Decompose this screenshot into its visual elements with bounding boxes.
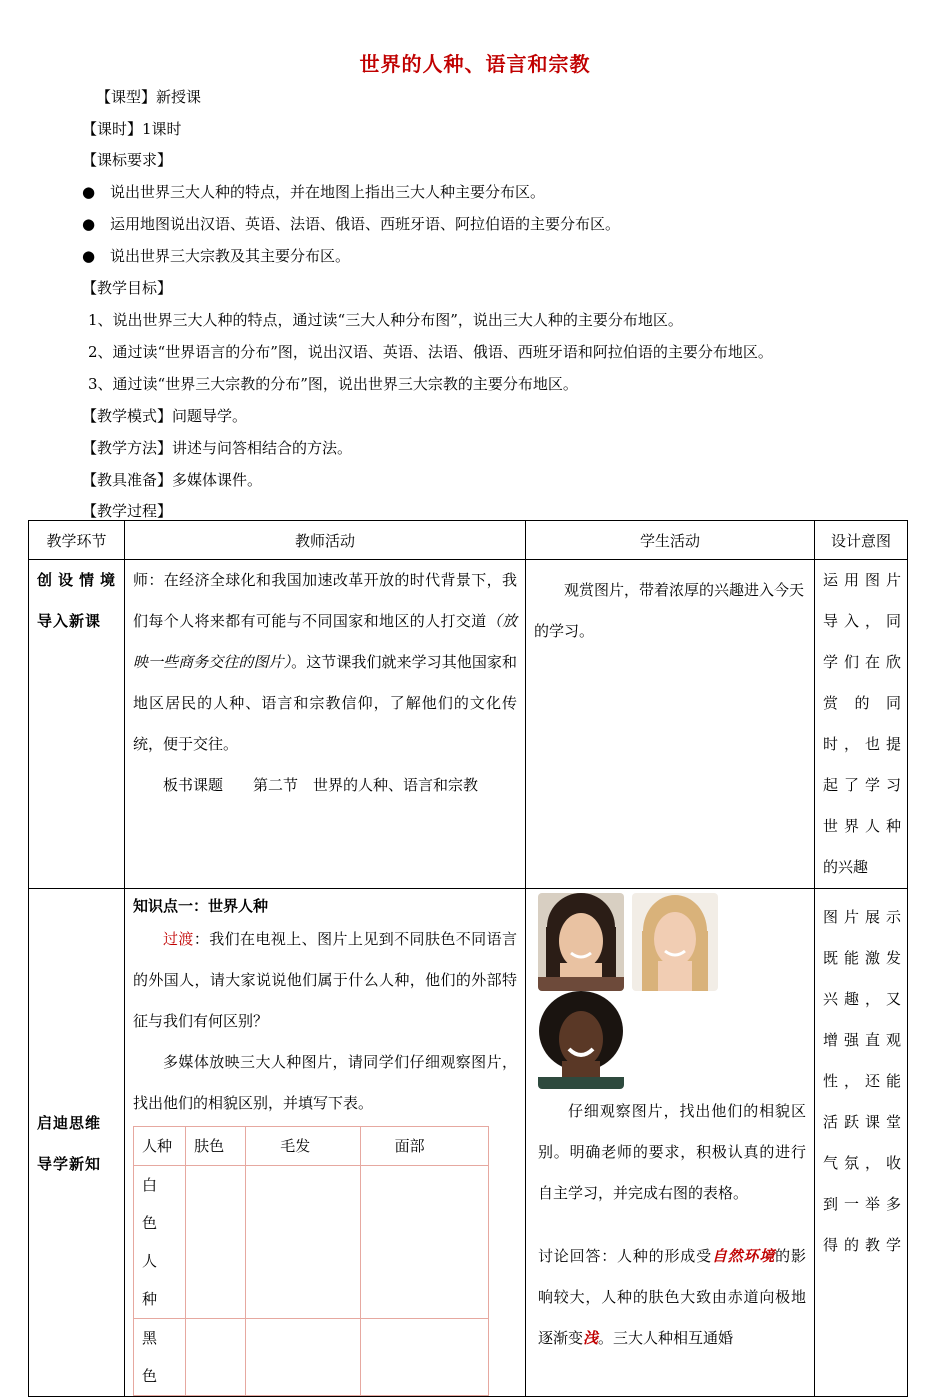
teacher-text: 师：在经济全球化和我国加速改革开放的时代背景下，我们每个人将来都有可能与不同国家和地区的人打交道 xyxy=(133,571,517,630)
race-cell[interactable] xyxy=(360,1166,488,1319)
teacher-text: 。这节课我们就来学习其他国家和地区居民的人种、语言和宗教信仰，了解他们的文化传统，便于交往。 xyxy=(133,653,517,753)
goal-item: 2、通过读“世界语言的分布”图，说出汉语、英语、法语、俄语、西班牙语和阿拉伯语的主要分布地区。 xyxy=(88,343,773,361)
intent-line: 学们在欣 xyxy=(823,653,901,671)
multimedia-text: 多媒体放映三大人种图片，请同学们仔细观察图片，找出他们的相貌区别，并填写下表。 xyxy=(133,1053,517,1112)
intent-line: 图片展示 xyxy=(823,908,901,926)
race-cell[interactable] xyxy=(360,1319,488,1396)
board-title: 板书课题 第二节 世界的人种、语言和宗教 xyxy=(163,776,479,794)
intent-line: 性，还能 xyxy=(823,1072,901,1090)
discuss-text: 讨论回答：人种的形成受 xyxy=(538,1247,712,1265)
standards-heading: 【课标要求】 xyxy=(82,151,173,169)
discuss-emphasis: 自然环境 xyxy=(711,1247,776,1265)
discuss-text: 。三大人种相互通婚 xyxy=(598,1329,734,1347)
intent-line: 运用图片 xyxy=(823,571,901,589)
row2-student xyxy=(526,889,815,1397)
intent-line: 导入，同 xyxy=(823,612,901,630)
row1-student xyxy=(526,560,815,889)
stage-label: 导入新课 xyxy=(37,612,102,630)
page-title: 世界的人种、语言和宗教 xyxy=(359,52,591,76)
race-cell[interactable] xyxy=(186,1166,246,1319)
header-student: 学生活动 xyxy=(526,521,815,560)
intent-line: 世界人种 xyxy=(823,817,901,835)
intent-line: 兴趣，又 xyxy=(823,990,901,1008)
row2-teacher xyxy=(125,889,526,1397)
intent-line: 增强直观 xyxy=(823,1031,901,1049)
race-table xyxy=(133,1126,489,1396)
race-name: 黑色 xyxy=(134,1319,186,1396)
race-table-header: 毛发 xyxy=(246,1127,360,1166)
goals-heading: 【教学目标】 xyxy=(82,279,173,297)
discuss-emphasis: 浅 xyxy=(583,1329,599,1347)
asian-woman-photo xyxy=(538,893,624,991)
race-cell[interactable] xyxy=(246,1319,360,1396)
standard-item: ● 说出世界三大人种的特点，并在地图上指出三大人种主要分布区。 xyxy=(82,181,545,202)
standard-item: ● 说出世界三大宗教及其主要分布区。 xyxy=(82,245,350,266)
header-stage: 教学环节 xyxy=(29,521,125,560)
race-table-header: 面部 xyxy=(360,1127,488,1166)
header-intent: 设计意图 xyxy=(815,521,908,560)
intent-line: 时，也提 xyxy=(823,735,901,753)
transition-text: ：我们在电视上、图片上见到不同肤色不同语言的外国人，请大家说说他们属于什么人种，他们的外部特征与我们有何区别？ xyxy=(133,930,517,1030)
goal-item: 1、说出世界三大人种的特点，通过读“三大人种分布图”，说出三大人种的主要分布地区。 xyxy=(88,311,683,329)
row1-stage xyxy=(29,560,125,889)
stage-label: 导学新知 xyxy=(37,1154,102,1173)
lesson-hours: 【课时】1课时 xyxy=(82,120,182,138)
race-table-header: 人种 xyxy=(134,1127,186,1166)
transition-label: 过渡 xyxy=(163,930,194,948)
teaching-tools: 【教具准备】多媒体课件。 xyxy=(82,471,263,489)
knowledge-point-title: 知识点一：世界人种 xyxy=(133,897,269,915)
race-name: 白色人种 xyxy=(134,1166,186,1319)
student-text: 观赏图片，带着浓厚的兴趣进入今天的学习。 xyxy=(534,581,805,640)
discuss-text: 的影响较大，人种的肤色大致由赤道向极地逐渐变 xyxy=(538,1247,806,1347)
student-observe-text: 仔细观察图片，找出他们的相貌区别。明确老师的要求，积极认真的进行自主学习，并完成右图的表格。 xyxy=(538,1102,806,1202)
intent-line: 的兴趣 xyxy=(823,858,869,876)
teacher-italic-note: （放映一些商务交往的图片） xyxy=(133,612,517,671)
stage-label: 启迪思维 xyxy=(37,1113,102,1132)
teaching-mode: 【教学模式】问题导学。 xyxy=(82,407,248,425)
row1-intent xyxy=(815,560,908,889)
race-cell[interactable] xyxy=(246,1166,360,1319)
process-heading: 【教学过程】 xyxy=(82,502,173,520)
stage-label: 创设情境 xyxy=(37,571,116,589)
race-cell[interactable] xyxy=(186,1319,246,1396)
intent-line: 起了学习 xyxy=(823,776,901,794)
intent-line: 活跃课堂 xyxy=(823,1113,901,1131)
black-woman-photo xyxy=(538,991,624,1089)
intent-line: 得的教学 xyxy=(823,1236,901,1254)
teaching-method: 【教学方法】讲述与问答相结合的方法。 xyxy=(82,439,353,457)
row2-intent xyxy=(815,889,908,1397)
goal-item: 3、通过读“世界三大宗教的分布”图，说出世界三大宗教的主要分布地区。 xyxy=(88,375,578,393)
standard-item: ● 运用地图说出汉语、英语、法语、俄语、西班牙语、阿拉伯语的主要分布区。 xyxy=(82,213,620,234)
row2-stage xyxy=(29,889,125,1397)
intent-line: 既能激发 xyxy=(823,949,901,967)
row1-teacher xyxy=(125,560,526,889)
header-teacher: 教师活动 xyxy=(125,521,526,560)
intent-line: 气氛，收 xyxy=(823,1154,901,1172)
intent-line: 赏的同 xyxy=(823,694,901,712)
intent-line: 到一举多 xyxy=(823,1195,901,1213)
lesson-type: 【课型】新授课 xyxy=(96,88,202,106)
white-woman-photo xyxy=(632,893,718,991)
process-table xyxy=(28,520,908,1397)
race-table-header: 肤色 xyxy=(186,1127,246,1166)
